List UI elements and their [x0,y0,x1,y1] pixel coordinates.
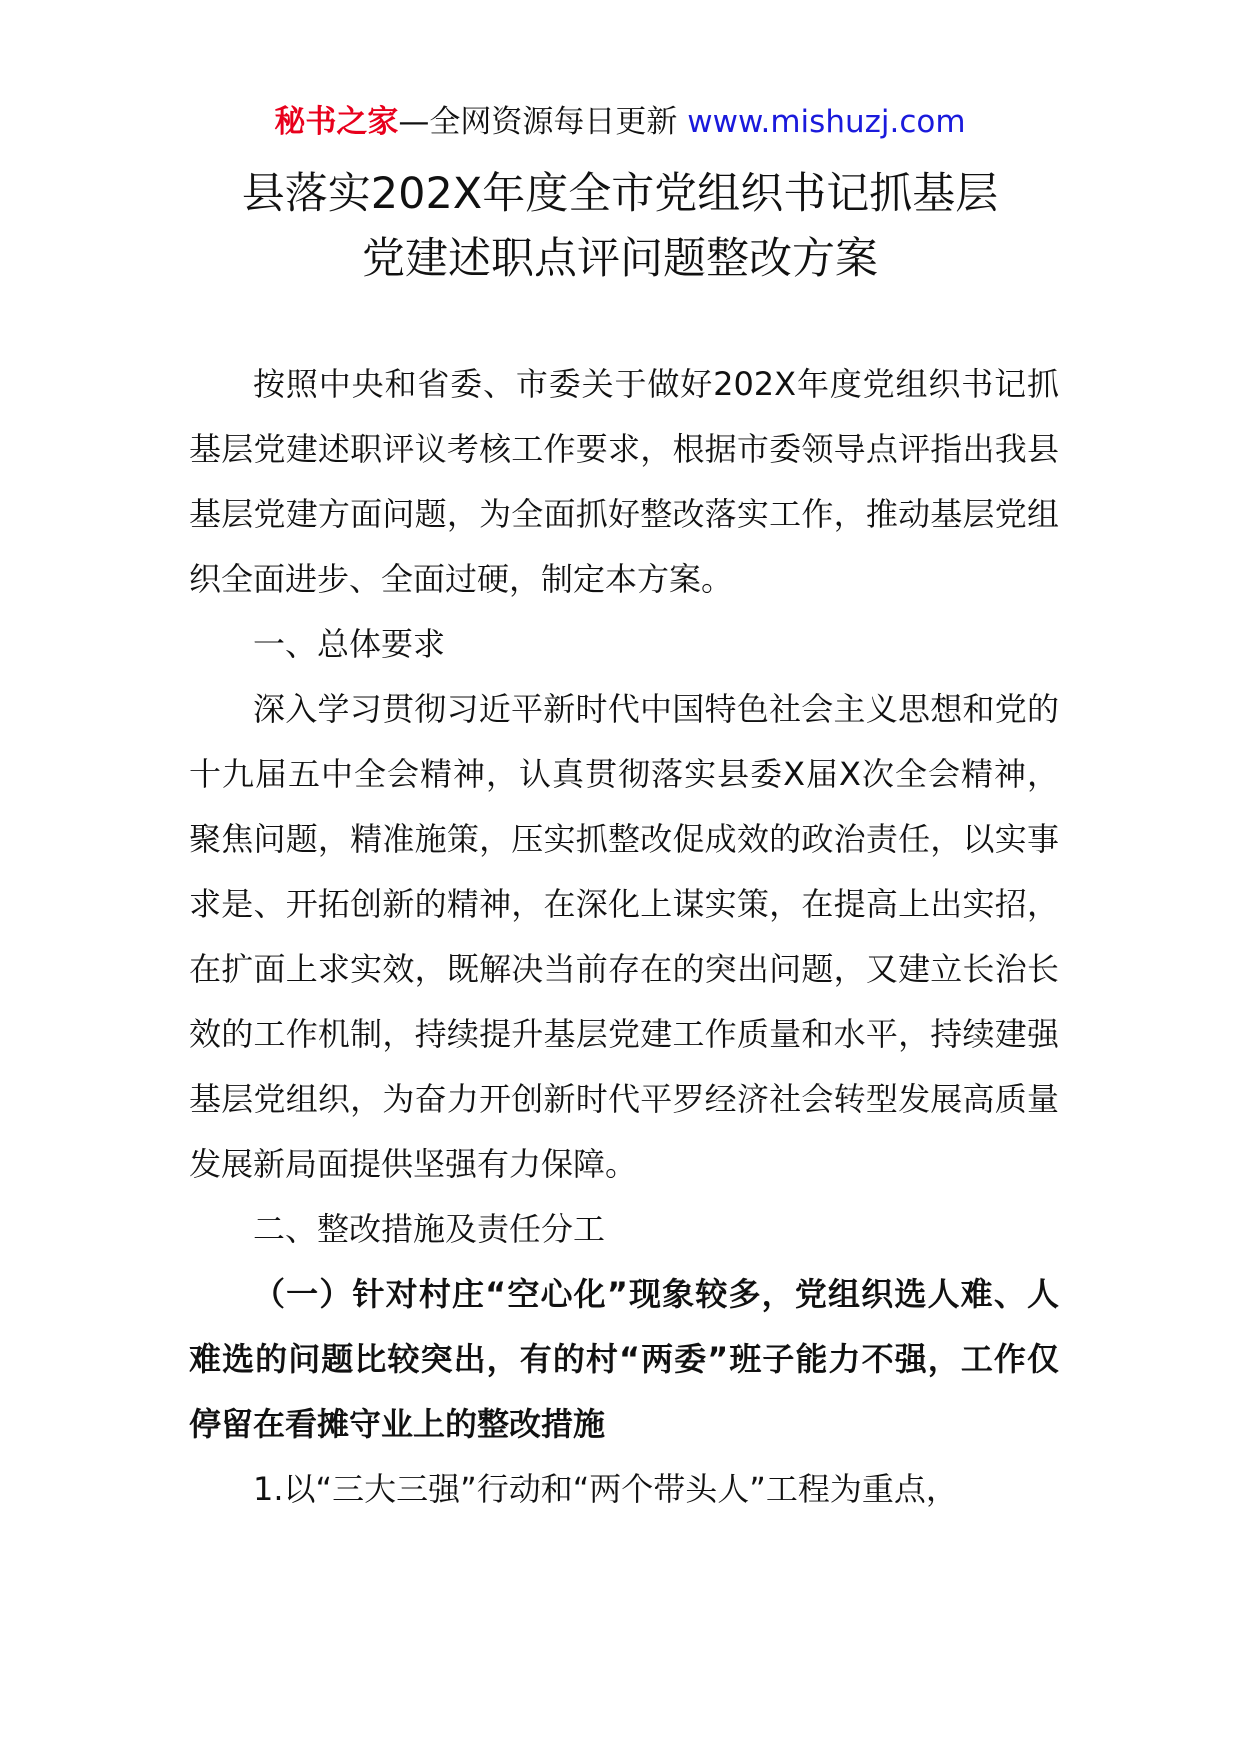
section-heading-2: 二、整改措施及责任分工 [253,1210,606,1248]
site-tagline: —全网资源每日更新 [398,104,688,140]
site-header [0,100,1240,144]
list-item-1: 1.以“三大三强”行动和“两个带头人”工程为重点， [253,1470,958,1508]
body-paragraph: 深入学习贯彻习近平新时代中国特色社会主义思想和党的十九届五中全会精神，认真贯彻落实县委X届X次全会精神，聚焦问题，精准施策，压实抓整改促成效的政治责任，以实事求是、开拓创新的精神，在深化上谋实策，在提高上出实招，在扩面上求实效，既解决当前存在的突出问题，又建立长治长效的工作机制，持续提升基层党建工作质量和水平，持续建强基层党组织，为奋力开创新时代平罗经济社会转型发展高质量发展新局面提供坚强有力保障。 [189,690,1059,1183]
document-title-line-1: 县落实202X年度全市党组织书记抓基层 [241,169,999,219]
intro-paragraph: 按照中央和省委、市委关于做好202X年度党组织书记抓基层党建述职评议考核工作要求，根据市委领导点评指出我县基层党建方面问题，为全面抓好整改落实工作，推动基层党组织全面进步、全面过硬，制定本方案。 [189,365,1059,598]
site-url[interactable]: www.mishuzj.com [687,104,966,140]
document-body [189,352,1059,1522]
section-heading-1: 一、总体要求 [253,625,446,663]
site-brand: 秘书之家 [274,104,399,140]
document-title-line-2: 党建述职点评问题整改方案 [362,234,878,284]
subsection-heading-1: （一）针对村庄“空心化”现象较多，党组织选人难、人难选的问题比较突出，有的村“两委”班子能力不强，工作仅停留在看摊守业上的整改措施 [189,1275,1059,1443]
